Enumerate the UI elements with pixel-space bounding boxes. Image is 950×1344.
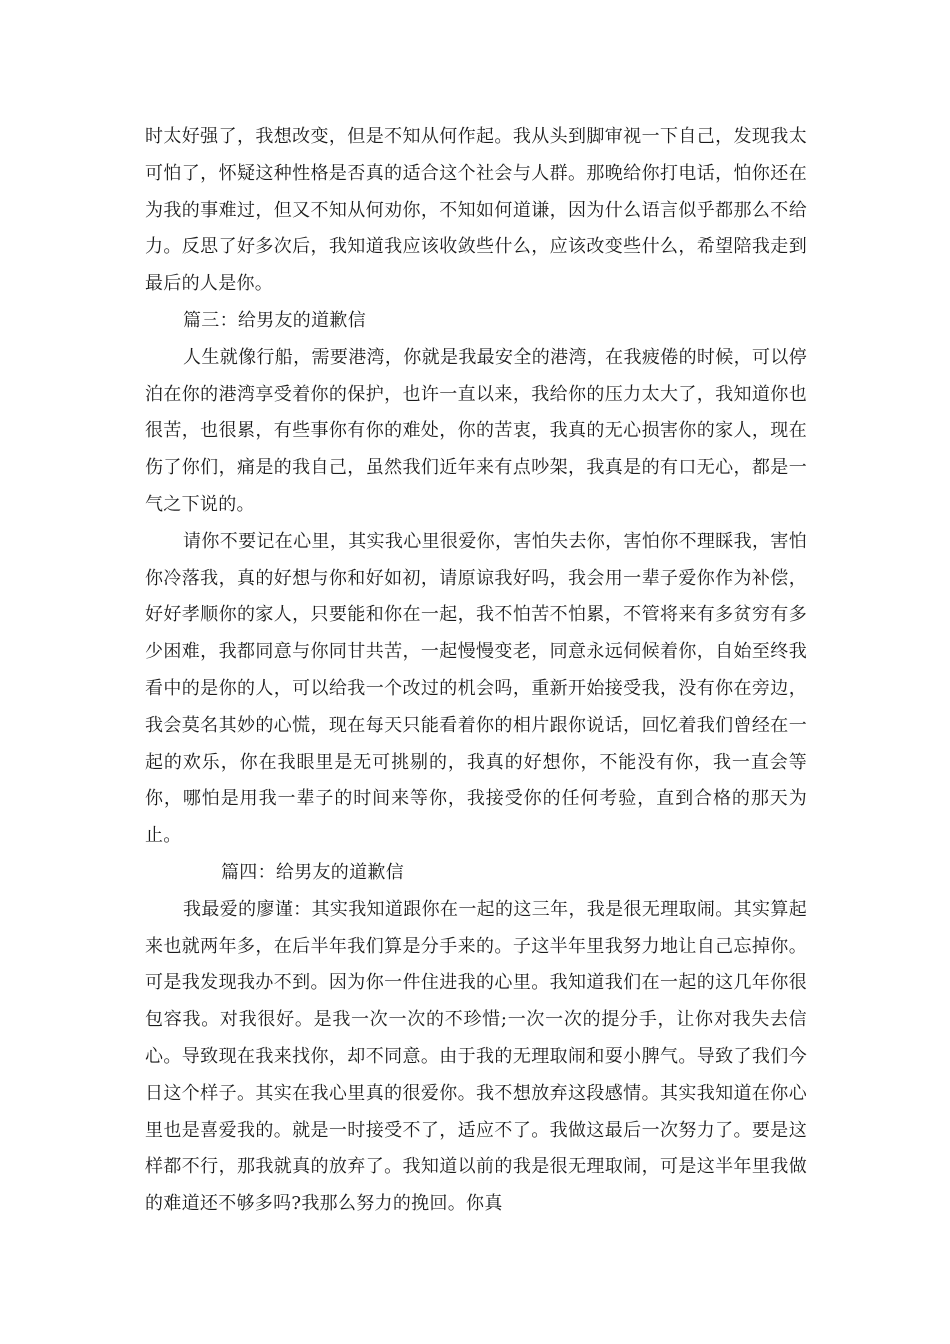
document-body	[145, 119, 807, 1223]
section-4-paragraph-1: 我最爱的廖谨：其实我知道跟你在一起的这三年，我是很无理取闹。其实算起来也就两年多，在后半年我们算是分手来的。子这半年里我努力地让自己忘掉你。可是我发现我办不到。因为你一件住进我的心里。我知道我们在一起的这几年你很包容我。对我很好。是我一次一次的不珍惜;一次一次的提分手，让你对我失去信心。导致现在我来找你，却不同意。由于我的无理取闹和耍小脾气。导致了我们今日这个样子。其实在我心里真的很爱你。我不想放弃这段感情。其实我知道在你心里也是喜爱我的。就是一时接受不了，适应不了。我做这最后一次努力了。要是这样都不行，那我就真的放弃了。我知道以前的我是很无理取闹，可是这半年里我做的难道还不够多吗?我那么努力的挽回。你真	[145, 898, 807, 1215]
section-3-heading: 篇三：给男友的道歉信	[183, 309, 366, 331]
section-3-paragraph-1: 人生就像行船，需要港湾，你就是我最安全的港湾，在我疲倦的时候，可以停泊在你的港湾享受着你的保护，也许一直以来，我给你的压力太大了，我知道你也很苦，也很累，有些事你有你的难处，你的苦衷，我真的无心损害你的家人，现在伤了你们，痛是的我自己，虽然我们近年来有点吵架，我真是的有口无心，都是一气之下说的。	[145, 346, 807, 515]
intro-paragraph: 时太好强了，我想改变，但是不知从何作起。我从头到脚审视一下自己，发现我太可怕了，怀疑这种性格是否真的适合这个社会与人群。那晚给你打电话，怕你还在为我的事难过，但又不知从何劝你，不知如何道谦，因为什么语言似乎都那么不给力。反思了好多次后，我知道我应该收敛些什么，应该改变些什么，希望陪我走到最后的人是你。	[145, 126, 807, 295]
section-4-heading: 篇四：给男友的道歉信	[221, 861, 404, 883]
section-3-paragraph-2: 请你不要记在心里，其实我心里很爱你，害怕失去你，害怕你不理睬我，害怕你冷落我，真的好想与你和好如初，请原谅我好吗，我会用一辈子爱你作为补偿，好好孝顺你的家人，只要能和你在一起，我不怕苦不怕累，不管将来有多贫穷有多少困难，我都同意与你同甘共苦，一起慢慢变老，同意永远伺候着你，自始至终我看中的是你的人，可以给我一个改过的机会吗，重新开始接受我，没有你在旁边，我会莫名其妙的心慌，现在每天只能看着你的相片跟你说话，回忆着我们曾经在一起的欢乐，你在我眼里是无可挑剔的，我真的好想你，不能没有你，我一直会等你，哪怕是用我一辈子的时间来等你，我接受你的任何考验，直到合格的那天为止。	[145, 530, 807, 847]
